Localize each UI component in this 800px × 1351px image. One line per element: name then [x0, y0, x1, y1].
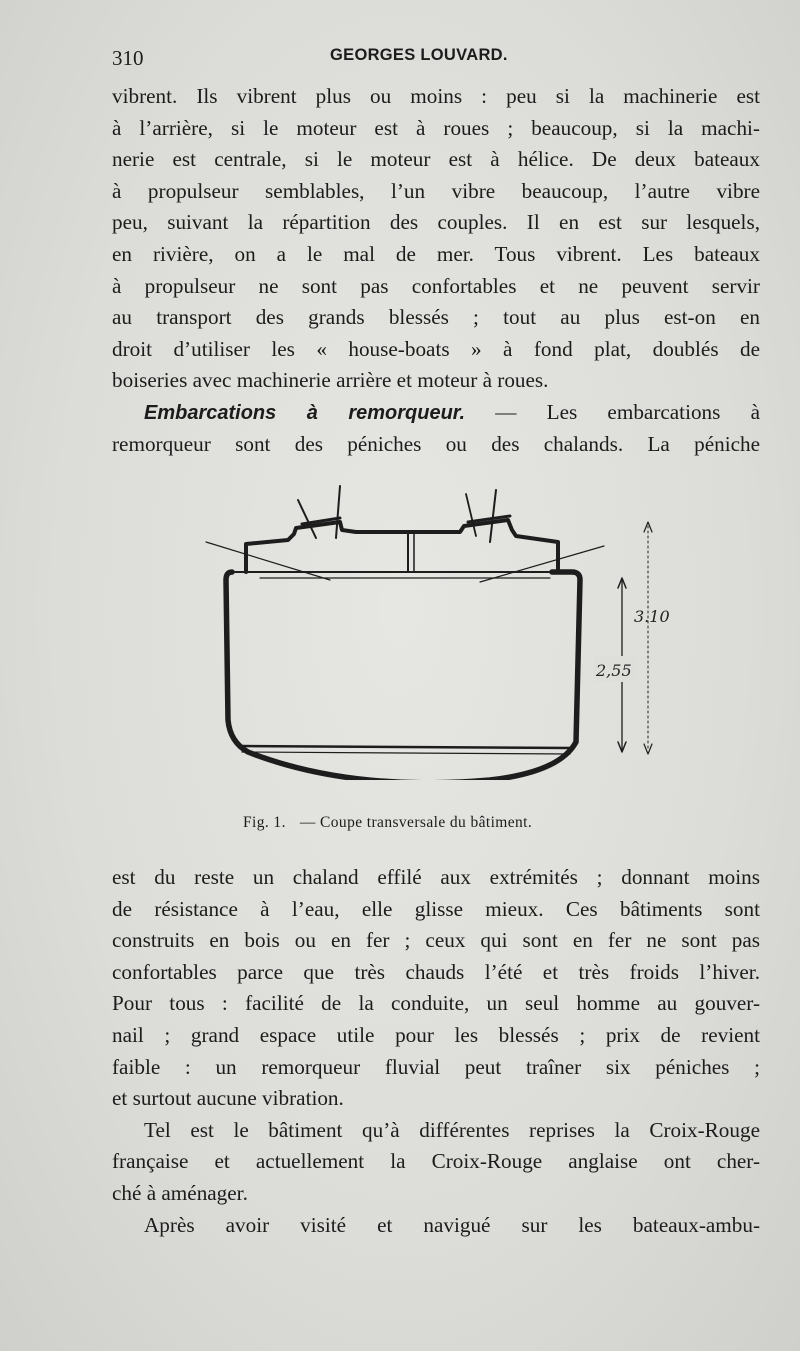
text-line: construits en bois ou en fer ; ceux qui sont en fer ne sont pas — [112, 928, 760, 953]
roof-outline — [246, 520, 558, 572]
text-line: Tel est le bâtiment qu’à différentes reprises la Croix-Rouge — [144, 1117, 760, 1142]
figure-cross-section — [190, 480, 690, 780]
figure-number: Fig. 1. — [243, 814, 286, 831]
dimension-outer-label: 3.10 — [634, 607, 670, 626]
section-heading-line — [112, 397, 760, 429]
text-line: à propulseur ne sont pas confortables et ne peuvent servir — [112, 273, 760, 298]
text-line: ché à aménager. — [112, 1180, 248, 1205]
heading-line-rest: — Les embarcations à — [465, 399, 760, 424]
text-line: peu, suivant la répartition des couples. Il en est sur lesquels, — [112, 210, 760, 235]
figure-caption — [243, 814, 532, 832]
text-block-top — [112, 81, 760, 460]
floor-line — [242, 746, 572, 748]
page-number: 310 — [112, 46, 144, 70]
text-line: boiseries avec machinerie arrière et moteur à roues. — [112, 368, 549, 393]
text-line: de résistance à l’eau, elle glisse mieux. Ces bâtiments sont — [112, 896, 760, 921]
text-line: au transport des grands blessés ; tout au plus est-on en — [112, 305, 760, 330]
text-line: Pour tous : facilité de la conduite, un seul homme au gouver- — [112, 991, 760, 1016]
text-line: vibrent. Ils vibrent plus ou moins : peu si la machinerie est — [112, 84, 760, 108]
run-in-heading: Embarcations à remorqueur. — [144, 401, 466, 424]
text-line: à l’arrière, si le moteur est à roues ; beaucoup, si la machi- — [112, 115, 760, 140]
figure-caption-text: — Coupe transversale du bâtiment. — [299, 814, 533, 831]
text-block-bottom — [112, 862, 760, 1241]
dimension-inner-label: 2,55 — [596, 661, 632, 680]
text-line: droit d’utiliser les « house-boats » à fond plat, doublés de — [112, 336, 760, 361]
text-line: est du reste un chaland effilé aux extrémités ; donnant moins — [112, 865, 760, 889]
text-line: faible : un remorqueur fluvial peut traîner six péniches ; — [112, 1054, 760, 1079]
text-line: confortables parce que très chauds l’été et très froids l’hiver. — [112, 959, 760, 984]
text-line: en rivière, on a le mal de mer. Tous vibrent. Les bateaux — [112, 241, 760, 266]
hull-cross-section-drawing — [190, 480, 690, 780]
running-head: GEORGES LOUVARD. — [330, 46, 508, 64]
page-header — [112, 42, 752, 72]
text-line: nerie est centrale, si le moteur est à hélice. De deux bateaux — [112, 147, 760, 172]
text-line: et surtout aucune vibration. — [112, 1086, 344, 1111]
text-line: à propulseur semblables, l’un vibre beaucoup, l’autre vibre — [112, 178, 760, 203]
text-line: Après avoir visité et navigué sur les bateaux-ambu- — [144, 1212, 760, 1237]
text-line: française et actuellement la Croix-Rouge anglaise ont cher- — [112, 1149, 760, 1174]
text-line: remorqueur sont des péniches ou des chalands. La péniche — [112, 431, 760, 456]
text-line: nail ; grand espace utile pour les blessés ; prix de revient — [112, 1022, 760, 1047]
